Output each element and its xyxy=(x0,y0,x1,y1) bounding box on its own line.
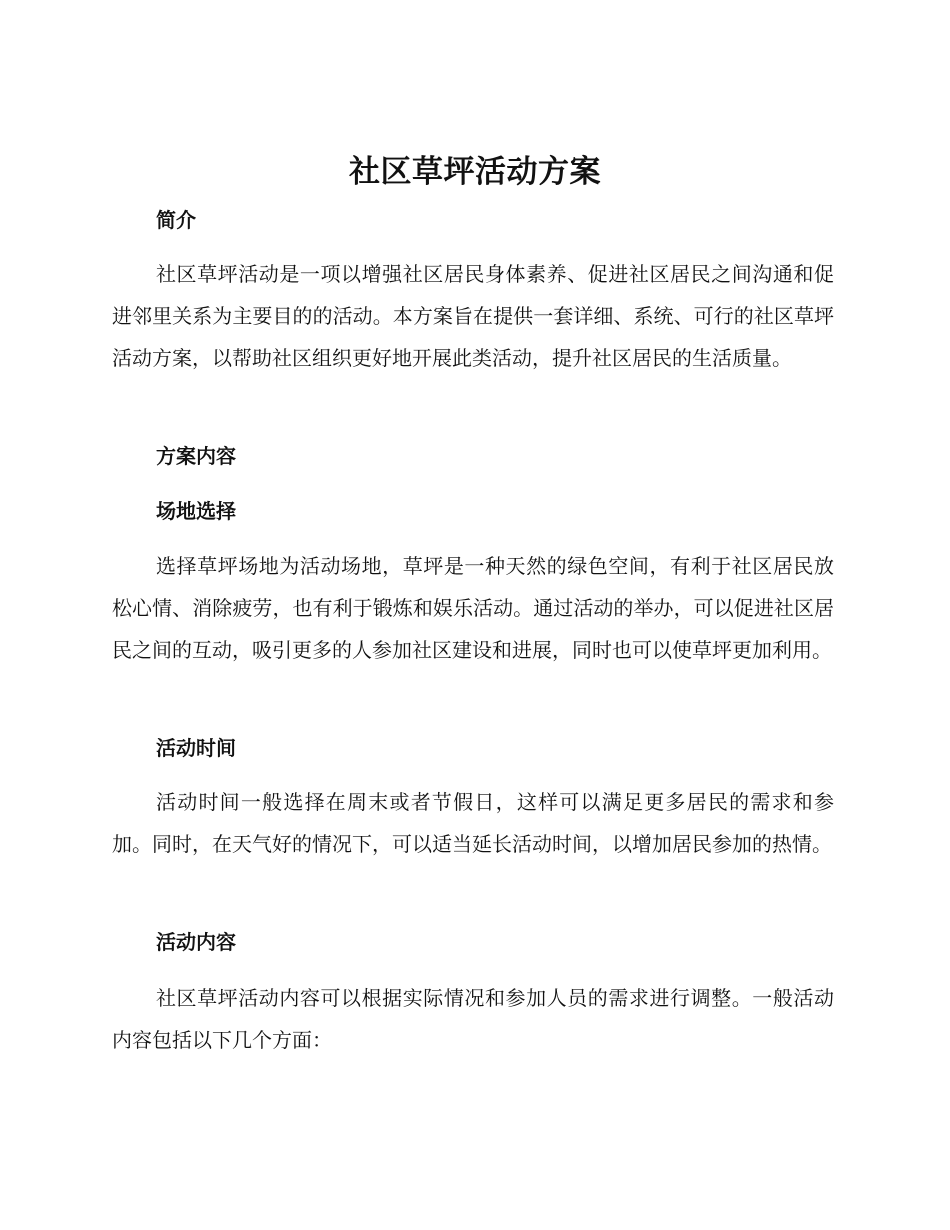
paragraph-time: 活动时间一般选择在周末或者节假日，这样可以满足更多居民的需求和参加。同时，在天气好的情况下，可以适当延长活动时间，以增加居民参加的热情。 xyxy=(112,790,834,856)
section-heading-plan: 方案内容 xyxy=(156,444,236,468)
document-title: 社区草坪活动方案 xyxy=(349,154,601,190)
paragraph-intro: 社区草坪活动是一项以增强社区居民身体素养、促进社区居民之间沟通和促进邻里关系为主要目的的活动。本方案旨在提供一套详细、系统、可行的社区草坪活动方案，以帮助社区组织更好地开展此类活动，提升社区居民的生活质量。 xyxy=(112,262,834,370)
section-heading-time: 活动时间 xyxy=(156,736,236,760)
paragraph-content: 社区草坪活动内容可以根据实际情况和参加人员的需求进行调整。一般活动内容包括以下几个方面： xyxy=(112,986,834,1052)
section-heading-content: 活动内容 xyxy=(156,930,236,954)
section-heading-venue: 场地选择 xyxy=(156,499,236,523)
section-heading-intro: 简介 xyxy=(156,208,196,232)
paragraph-venue: 选择草坪场地为活动场地，草坪是一种天然的绿色空间，有利于社区居民放松心情、消除疲劳，也有利于锻炼和娱乐活动。通过活动的举办，可以促进社区居民之间的互动，吸引更多的人参加社区建设和进展，同时也可以使草坪更加利用。 xyxy=(112,554,834,662)
